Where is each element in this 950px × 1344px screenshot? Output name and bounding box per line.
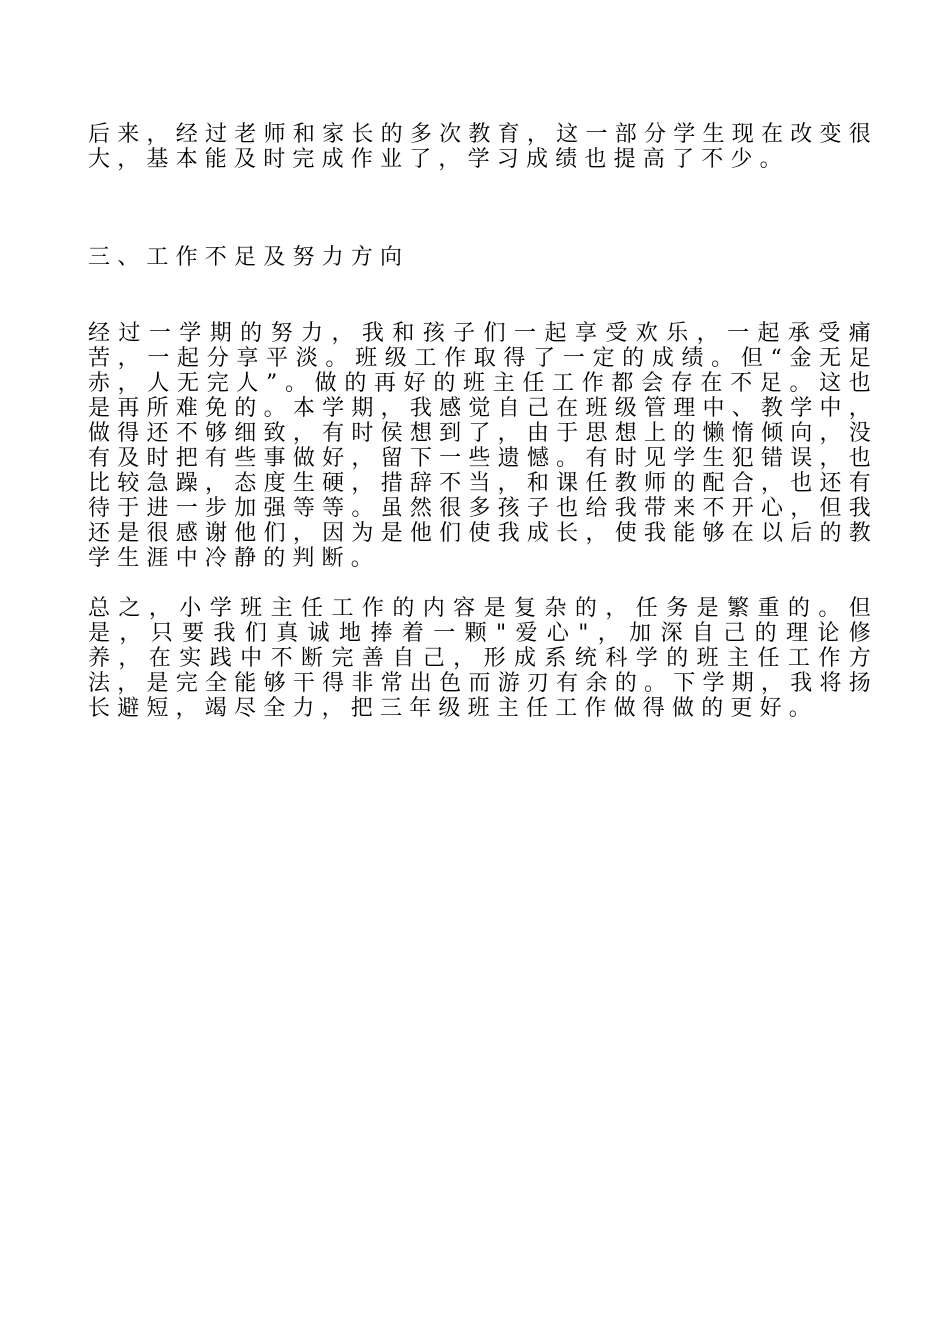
paragraph-conclusion: 总之，小学班主任工作的内容是复杂的，任务是繁重的。但是，只要我们真诚地捧着一颗"爱心"，加深自己的理论修养，在实践中不断完善自己，形成系统科学的班主任工作方法，是完全能够干得非常出色而游刃有余的。下学期，我将扬长避短，竭尽全力，把三年级班主任工作做得做的更好。 bbox=[88, 596, 878, 721]
section-heading: 三、工作不足及努力方向 bbox=[88, 245, 410, 270]
paragraph-progress: 后来，经过老师和家长的多次教育，这一部分学生现在改变很大，基本能及时完成作业了，学习成绩也提高了不少。 bbox=[88, 122, 878, 172]
paragraph-shortcomings: 经过一学期的努力，我和孩子们一起享受欢乐，一起承受痛苦，一起分享平淡。班级工作取得了一定的成绩。但“金无足赤，人无完人”。做的再好的班主任工作都会存在不足。这也是再所难免的。本学期，我感觉自己在班级管理中、教学中，做得还不够细致，有时侯想到了，由于思想上的懒惰倾向，没有及时把有些事做好，留下一些遗憾。有时见学生犯错误，也比较急躁，态度生硬，措辞不当，和课任教师的配合，也还有待于进一步加强等等。虽然很多孩子也给我带来不开心，但我还是很感谢他们，因为是他们使我成长，使我能够在以后的教学生涯中冷静的判断。 bbox=[88, 321, 878, 571]
document-page bbox=[88, 122, 878, 721]
